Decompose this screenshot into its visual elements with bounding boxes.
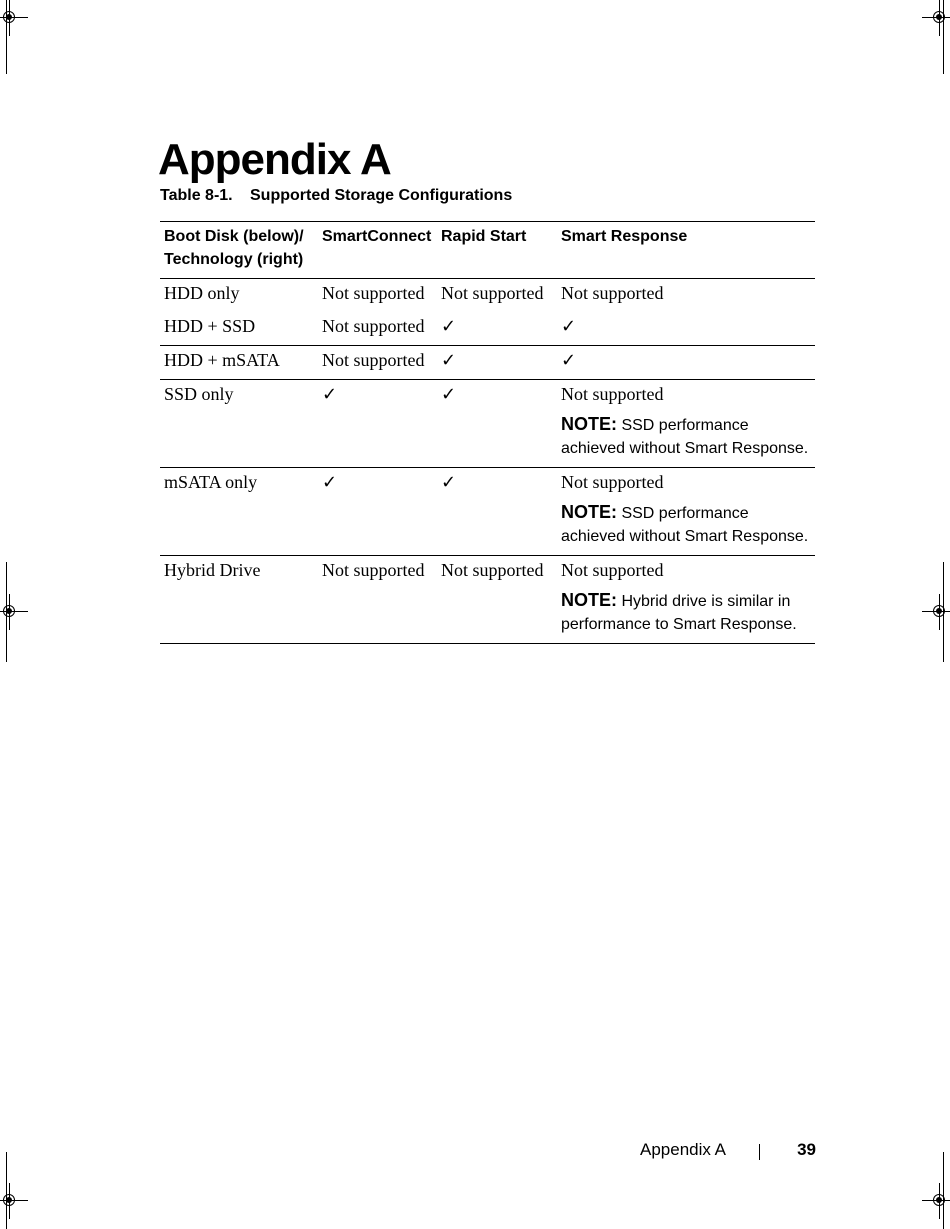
cell-smart-response [557, 468, 815, 556]
footer-section-label: Appendix A [640, 1140, 727, 1159]
table-row [160, 468, 815, 556]
note-label: NOTE: [561, 590, 617, 610]
note [561, 589, 811, 636]
table-title: Supported Storage Configurations [250, 187, 513, 204]
cell-smart-response: Not supported [561, 283, 664, 303]
table-header-row [160, 222, 815, 279]
cell-smart-response [557, 380, 815, 468]
registration-mark-bottom-right [930, 1191, 950, 1211]
cell-smart-connect: Not supported [322, 283, 425, 303]
checkmark-icon: ✓ [318, 468, 437, 556]
note-text: Hybrid drive is similar in performance to Smart Response. [561, 593, 797, 633]
registration-mark-top-left [0, 8, 20, 28]
cell-boot-disk: Hybrid Drive [160, 556, 318, 644]
cell-boot-disk: SSD only [160, 380, 318, 468]
crop-line [943, 0, 944, 74]
table-caption [160, 187, 512, 205]
note-text: SSD performance achieved without Smart Response. [561, 505, 809, 545]
table-row [160, 380, 815, 468]
smart-response-value: Not supported [561, 560, 664, 580]
table-row [160, 312, 815, 346]
note-label: NOTE: [561, 414, 617, 434]
footer-divider [759, 1144, 760, 1160]
checkmark-icon: ✓ [441, 316, 457, 337]
page-title: Appendix A [158, 135, 391, 184]
cell-boot-disk: mSATA only [160, 468, 318, 556]
checkmark-icon: ✓ [437, 380, 557, 468]
storage-configurations-table [160, 221, 815, 644]
cell-smart-connect: Not supported [322, 316, 425, 336]
cell-rapid-start: Not supported [437, 556, 557, 644]
checkmark-icon: ✓ [557, 346, 815, 380]
cell-smart-connect: Not supported [318, 346, 437, 380]
crop-line [6, 562, 7, 662]
cell-boot-disk: HDD + mSATA [160, 346, 318, 380]
table-number: Table 8-1. [160, 187, 233, 204]
crop-line [943, 1152, 944, 1229]
header-rapid-start: Rapid Start [437, 222, 557, 279]
crop-line [943, 562, 944, 662]
registration-mark-bottom-left [0, 1191, 20, 1211]
note [561, 501, 811, 548]
note-text: SSD performance achieved without Smart Response. [561, 417, 809, 457]
note-label: NOTE: [561, 502, 617, 522]
note [561, 413, 811, 460]
checkmark-icon: ✓ [437, 346, 557, 380]
checkmark-icon: ✓ [437, 468, 557, 556]
cell-smart-connect: Not supported [318, 556, 437, 644]
page-number: 39 [797, 1140, 816, 1159]
smart-response-value: Not supported [561, 384, 664, 404]
header-smart-response: Smart Response [557, 222, 815, 279]
table-row [160, 279, 815, 313]
table-row [160, 556, 815, 644]
cell-rapid-start: Not supported [441, 283, 544, 303]
crop-line [6, 0, 7, 74]
checkmark-icon: ✓ [561, 316, 577, 337]
cell-boot-disk: HDD + SSD [164, 316, 256, 336]
crop-line [6, 1152, 7, 1229]
registration-mark-mid-right [930, 602, 950, 622]
smart-response-value: Not supported [561, 472, 664, 492]
registration-mark-top-right [930, 8, 950, 28]
cell-boot-disk: HDD only [164, 283, 240, 303]
registration-mark-mid-left [0, 602, 20, 622]
header-boot-disk: Boot Disk (below)/ Technology (right) [160, 222, 318, 279]
cell-smart-response [557, 556, 815, 644]
checkmark-icon: ✓ [318, 380, 437, 468]
header-smart-connect: SmartConnect [318, 222, 437, 279]
table-row [160, 346, 815, 380]
